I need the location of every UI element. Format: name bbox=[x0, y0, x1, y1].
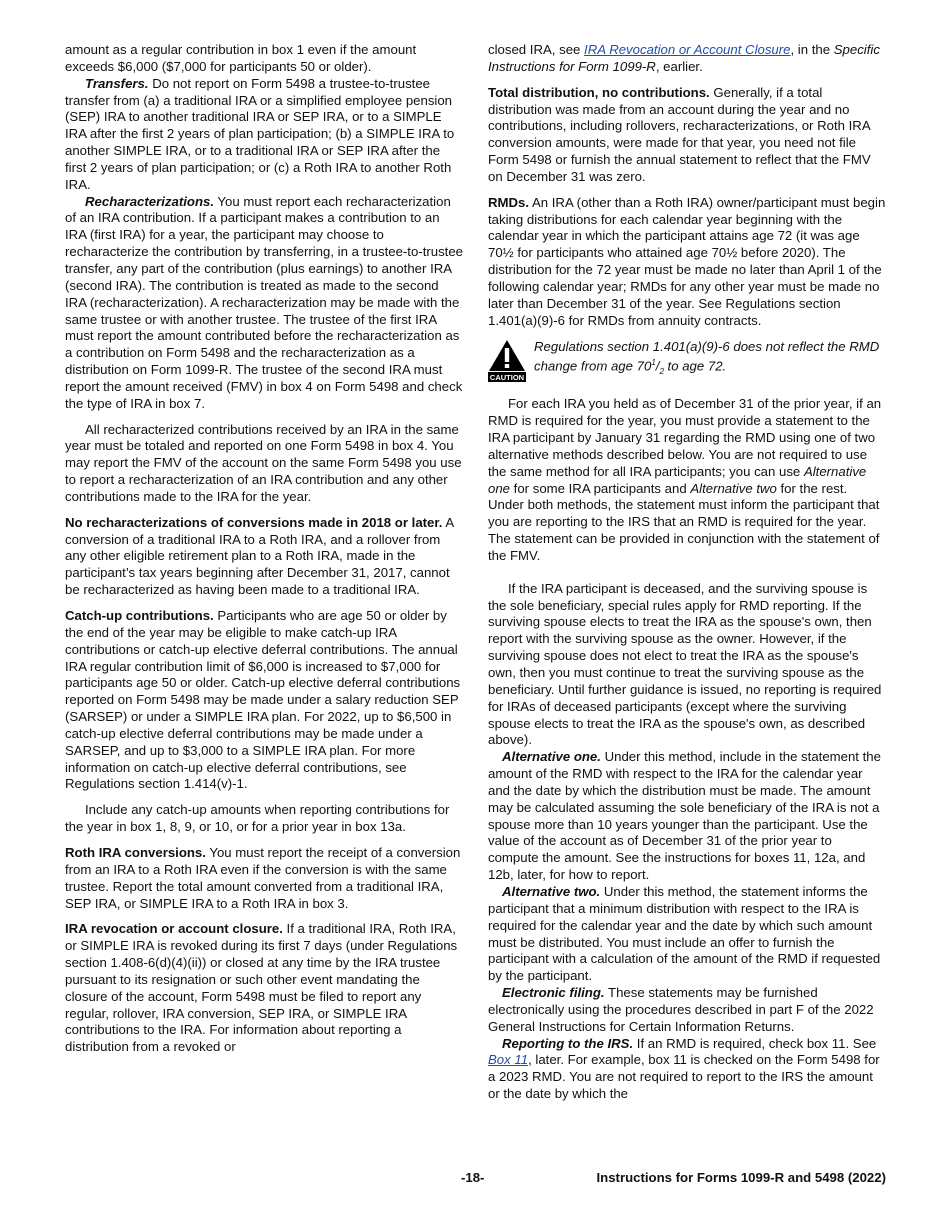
section-catch-up bbox=[65, 608, 463, 793]
footer-title: Instructions for Forms 1099-R and 5498 (2022) bbox=[596, 1170, 886, 1185]
text-revocation: If a traditional IRA, Roth IRA, or SIMPLE IRA is revoked during its first 7 days (under Regulations section 1.408-6(d)(4)(ii)) or closed at any time by the IRA trustee pursuant to its resignation or such other event mandating the closure of the account, Form 5498 must be filed to report any regular, rollover, IRA conversion, SEP IRA, or SIMPLE IRA contributions to the IRA. For information about reporting a distribution from a revoked or bbox=[65, 921, 458, 1055]
section-rmds bbox=[488, 195, 886, 330]
text-alt-two-ref: Alternative two bbox=[690, 480, 777, 496]
paragraph-each-ira bbox=[488, 396, 886, 564]
text-recharacterizations: You must report each recharacterization of an IRA contribution. If a participant makes a contribution to an IRA (first IRA) for a year, the participant may choose to recharacterize the contribution by transferring, in a trustee-to-trustee transfer, any part of the contribution (plus earnings) to another IRA (second IRA). The contribution is treated as made to the second IRA (recharacterization). A recharacterization may be made with the same trustee or with another trustee. The trustee of the first IRA must report the amount contributed before the recharacterization as a contribution on Form 5498 and the recharacterization as a distribution on Form 1099-R. The trustee of the second IRA must report the amount received (FMV) in box 4 on Form 5498 and check the type of IRA in box 7. bbox=[65, 193, 464, 411]
paragraph-deceased: If the IRA participant is deceased, and the surviving spouse is the sole beneficiary, special rules apply for RMD reporting. If the surviving spouse elects to treat the IRA as the spouse's own, then report with the surviving spouse as the owner. However, if the surviving spouse does not elect to treat the IRA as the spouse's own, then you must continue to treat the surviving spouse as the beneficiary. Until further guidance is issued, no reporting is required for IRAs of deceased participants (except where the surviving spouse elects to treat the IRA as the spouse's own, as described above). bbox=[488, 580, 882, 748]
text-alternative-two: Under this method, the statement informs the participant that a minimum distribution with respect to the IRA is required for the calendar year and the date by which such amount must be distributed. You must include an offer to furnish the participant with a calculation of the amount of the RMD if requested by the participant. bbox=[488, 883, 881, 984]
text-each-ira-c: for the rest. Under both methods, the statement must inform the participant that you are reporting to the IRS that an RMD is required for the year. The statement can be provided in conjunction with the statement of the FMV. bbox=[488, 480, 880, 563]
caution-label: CAUTION bbox=[489, 372, 525, 382]
text-no-recharacterizations: A conversion of a traditional IRA to a Roth IRA, and a rollover from any other eligible retirement plan to a Roth IRA, made in the participant’s tax years beginning after December 31, 2017, cannot be recharacterized as having been made to a traditional IRA. bbox=[65, 514, 454, 598]
section-revocation bbox=[65, 921, 463, 1056]
text-total-distribution: Generally, if a total distribution was made from an account during the year and no contributions, including rollovers, recharacterizations, or Roth IRA conversion amounts, were made for that year, you need not file Form 5498 or furnish the annual statement to reflect that the FMV on December 31 was zero. bbox=[488, 84, 871, 184]
link-box-11[interactable]: Box 11 bbox=[488, 1052, 529, 1068]
heading-rmds: RMDs. bbox=[488, 194, 530, 210]
section-total-distribution bbox=[488, 85, 886, 186]
section-alternative-two bbox=[488, 884, 886, 985]
link-ira-revocation[interactable]: IRA Revocation or Account Closure bbox=[584, 42, 791, 57]
caution-icon bbox=[488, 339, 534, 388]
section-reporting-irs bbox=[488, 1036, 886, 1103]
fraction-denominator: 2 bbox=[659, 367, 664, 377]
caution-triangle-icon bbox=[488, 339, 526, 383]
section-no-recharacterizations bbox=[65, 515, 463, 599]
text-caution-b: to age 72. bbox=[663, 358, 727, 374]
caution-note bbox=[488, 339, 886, 388]
text-closed-italic: Specific Instructions for Form 1099-R bbox=[488, 42, 880, 74]
section-alternative-one bbox=[488, 749, 886, 884]
text-caution-a: Regulations section 1.401(a)(9)-6 does not reflect the RMD change from age 70 bbox=[534, 338, 880, 374]
heading-reporting-irs: Reporting to the IRS. bbox=[502, 1035, 634, 1051]
heading-alternative-two: Alternative two. bbox=[502, 883, 601, 899]
paragraph-closed-ira bbox=[488, 42, 886, 76]
section-electronic-filing bbox=[488, 985, 886, 1036]
text-alternative-one: Under this method, include in the statement the amount of the RMD with respect to the IRA for the calendar year and the date by which the distribution must be made. The amount may be calculated assuming the sole beneficiary of the IRA is not a spouse more than 10 years younger than the participant. Use the value of the account as of December 31 of the prior year to compute the amount. See the instructions for boxes 11, 12a, and 12b, later, for how to report. bbox=[488, 749, 881, 883]
text-alt-one-ref: Alternative one bbox=[488, 463, 867, 496]
caution-text: Regulations section 1.401(a)(9)-6 does not reflect the RMD change from age $70^1/_2$ to age 72. bbox=[534, 338, 880, 377]
text-closed-c: , earlier. bbox=[655, 58, 703, 74]
left-column bbox=[65, 42, 463, 1056]
paragraph-contribution-amount: amount as a regular contribution in box 1 even if the amount exceeds $6,000 ($7,000 for participants 50 or older). bbox=[65, 42, 417, 74]
page-number: -18- bbox=[461, 1170, 485, 1185]
text-closed-b: , in the bbox=[790, 42, 834, 57]
heading-revocation: IRA revocation or account closure. bbox=[65, 921, 283, 937]
heading-recharacterizations: Recharacterizations. bbox=[85, 193, 214, 209]
paragraph-include-catch-up: Include any catch-up amounts when reporting contributions for the year in box 1, 8, 9, or 10, or for a prior year in box 13a. bbox=[65, 802, 450, 835]
text-reporting-irs-a: If an RMD is required, check box 11. See bbox=[633, 1035, 877, 1051]
fraction-numerator: 1 bbox=[651, 358, 656, 368]
heading-total-distribution: Total distribution, no contributions. bbox=[488, 84, 710, 100]
text-closed-a: closed IRA, see bbox=[488, 42, 585, 57]
section-recharacterizations bbox=[65, 194, 463, 413]
text-each-ira-a: For each IRA you held as of December 31 of the prior year, if an RMD is required for the year, you must provide a statement to the IRA participant by January 31 regarding the RMD using one of two alternative methods described below. You are not required to use the same method for all IRA participants; you can use bbox=[488, 396, 882, 479]
section-transfers bbox=[65, 76, 463, 194]
heading-catch-up: Catch-up contributions. bbox=[65, 608, 214, 623]
text-reporting-irs-b: , later. For example, box 11 is checked on the Form 5498 for a 2023 RMD. You are not required to report to the IRS the amount or the date by which the bbox=[488, 1052, 880, 1102]
heading-no-recharacterizations: No recharacterizations of conversions made in 2018 or later. bbox=[65, 514, 443, 530]
heading-transfers: Transfers. bbox=[85, 75, 149, 91]
section-roth-conversions bbox=[65, 845, 463, 912]
text-transfers: Do not report on Form 5498 a trustee-to-trustee transfer from (a) a traditional IRA or a simplified employee pension (SEP) IRA to another traditional IRA or SEP IRA, or to a SIMPLE IRA after the first 2 years of plan participation; (b) a SIMPLE IRA to another SIMPLE IRA, or to a traditional IRA or SEP IRA after the first 2 years of plan participation; or (c) a Roth IRA to another Roth IRA. bbox=[65, 75, 455, 192]
heading-electronic-filing: Electronic filing. bbox=[502, 985, 605, 1001]
text-each-ira-b: for some IRA participants and bbox=[510, 480, 691, 496]
text-electronic-filing: These statements may be furnished electronically using the procedures described in part F of the 2022 General Instructions for Certain Information Returns. bbox=[488, 985, 874, 1034]
text-rmds: An IRA (other than a Roth IRA) owner/participant must begin taking distributions for each calendar year beginning with the calendar year in which the participant attains age 72 (it was age 70½ for participants who attained age 70½ before 2020). The distribution for the 72 year must be made no later than April 1 of the following calendar year; RMDs for any other year must be made no later than December 31 of the year. See Regulations section 1.401(a)(9)-6 for RMDs from annuity contracts. bbox=[488, 194, 886, 328]
heading-roth-conversions: Roth IRA conversions. bbox=[65, 844, 206, 860]
paragraph-all-recharacterized: All recharacterized contributions received by an IRA in the same year must be totaled and reported on one Form 5498 in box 4. You may report the FMV of the account on the same Form 5498 you use to report a recharacterization of an IRA contribution and any other contributions made to the IRA for the year. bbox=[65, 421, 462, 504]
text-roth-conversions: You must report the receipt of a conversion from an IRA to a Roth IRA even if the conversion is with the same trustee. Report the total amount converted from a traditional IRA, SEP IRA, or SIMPLE IRA to a Roth IRA in box 3. bbox=[65, 844, 461, 911]
right-column bbox=[488, 42, 886, 1103]
heading-alternative-one: Alternative one. bbox=[502, 749, 601, 765]
text-catch-up: Participants who are age 50 or older by the end of the year may be eligible to make catch-up IRA contributions or catch-up elective deferral contributions. The annual IRA regular contribution limit of $6,000 is increased to $7,000 for participants age 50 or older. Catch-up elective deferral contributions reported on Form 5498 may be made under a salary reduction SEP (SARSEP) or under a SIMPLE IRA plan. For 2022, up to $6,500 in catch-up elective deferral contributions may be made under a SARSEP, and up to $3,000 to a SIMPLE IRA plan. For more information on catch-up elective deferral contributions, see Regulations section 1.414(v)-1. bbox=[65, 608, 461, 792]
